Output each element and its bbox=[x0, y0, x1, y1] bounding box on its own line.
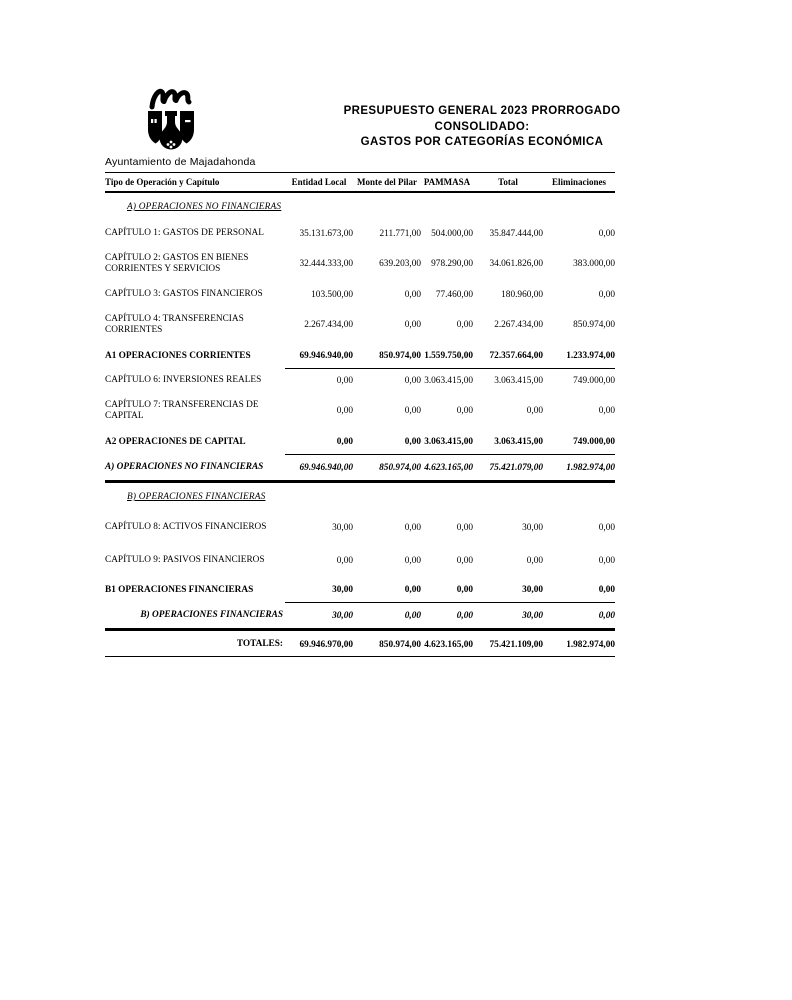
amount-cell: 0,00 bbox=[598, 228, 615, 239]
header-row bbox=[105, 173, 615, 193]
amount-cell: 0,00 bbox=[598, 406, 615, 416]
row-label: CAPÍTULO 2: GASTOS EN BIENES CORRIENTES Y SERVICIOS bbox=[105, 253, 249, 274]
amount-cell: 3.063.415,00 bbox=[473, 429, 543, 454]
amount-cell: 850.974,00 bbox=[353, 454, 421, 482]
amount-cell: 0,00 bbox=[336, 406, 353, 416]
amount-cell: 0,00 bbox=[404, 555, 421, 566]
amount-cell: 69.946.940,00 bbox=[285, 454, 353, 482]
amount-cell: 0,00 bbox=[526, 555, 543, 566]
amount-cell: 211.771,00 bbox=[379, 228, 421, 239]
table-header bbox=[105, 173, 615, 193]
amount-cell: 0,00 bbox=[353, 602, 421, 630]
row-label: CAPÍTULO 1: GASTOS DE PERSONAL bbox=[105, 228, 264, 238]
amount-cell: 2.267.434,00 bbox=[304, 320, 353, 330]
amount-cell: 34.061.826,00 bbox=[489, 259, 543, 269]
amount-cell: 749.000,00 bbox=[543, 429, 615, 454]
amount-cell: 32.444.333,00 bbox=[299, 259, 353, 269]
table-row bbox=[105, 544, 615, 577]
table-row bbox=[105, 630, 615, 657]
amount-cell: 0,00 bbox=[404, 320, 421, 330]
amount-cell: 3.063.415,00 bbox=[494, 375, 543, 386]
amount-cell: 0,00 bbox=[404, 406, 421, 416]
table-row bbox=[105, 393, 615, 429]
row-label: TOTALES: bbox=[105, 630, 285, 657]
amount-cell: 30,00 bbox=[473, 577, 543, 602]
organization-name: Ayuntamiento de Majadahonda bbox=[105, 156, 256, 168]
section-heading: B) OPERACIONES FINANCIERAS bbox=[127, 492, 266, 502]
page-title bbox=[298, 104, 666, 151]
budget-table bbox=[105, 172, 615, 657]
amount-cell: 77.460,00 bbox=[435, 289, 473, 300]
amount-cell: 0,00 bbox=[456, 406, 473, 416]
row-label: A2 OPERACIONES DE CAPITAL bbox=[105, 437, 246, 447]
amount-cell: 978.290,00 bbox=[431, 259, 473, 269]
table-row bbox=[105, 429, 615, 454]
amount-cell: 75.421.109,00 bbox=[473, 630, 543, 657]
amount-cell: 0,00 bbox=[404, 289, 421, 300]
budget-table-body bbox=[105, 192, 615, 657]
section-heading: A) OPERACIONES NO FINANCIERAS bbox=[127, 202, 282, 212]
amount-cell: 0,00 bbox=[404, 522, 421, 533]
row-label: A1 OPERACIONES CORRIENTES bbox=[105, 351, 251, 361]
amount-cell: 2.267.434,00 bbox=[494, 320, 543, 330]
amount-cell: 0,00 bbox=[456, 555, 473, 566]
amount-cell: 30,00 bbox=[285, 577, 353, 602]
amount-cell: 30,00 bbox=[522, 522, 543, 533]
amount-cell: 850.974,00 bbox=[353, 630, 421, 657]
amount-cell: 0,00 bbox=[404, 375, 421, 386]
amount-cell: 0,00 bbox=[598, 289, 615, 300]
amount-cell: 0,00 bbox=[336, 375, 353, 386]
table-row bbox=[105, 307, 615, 343]
column-header-total: Total bbox=[473, 173, 543, 193]
amount-cell: 30,00 bbox=[285, 602, 353, 630]
amount-cell: 0,00 bbox=[353, 429, 421, 454]
row-label: CAPÍTULO 7: TRANSFERENCIAS DE CAPITAL bbox=[105, 400, 259, 421]
amount-cell: 0,00 bbox=[456, 522, 473, 533]
amount-cell: 0,00 bbox=[421, 577, 473, 602]
amount-cell: 0,00 bbox=[285, 429, 353, 454]
amount-cell: 383.000,00 bbox=[573, 259, 615, 269]
amount-cell: 4.623.165,00 bbox=[421, 454, 473, 482]
row-label: B) OPERACIONES FINANCIERAS bbox=[105, 602, 285, 630]
row-label: A) OPERACIONES NO FINANCIERAS bbox=[105, 454, 285, 482]
amount-cell: 4.623.165,00 bbox=[421, 630, 473, 657]
row-label: CAPÍTULO 9: PASIVOS FINANCIEROS bbox=[105, 555, 265, 565]
amount-cell: 103.500,00 bbox=[311, 289, 353, 300]
title-line-2: CONSOLIDADO: bbox=[434, 120, 530, 133]
amount-cell: 504.000,00 bbox=[431, 228, 473, 239]
table-row bbox=[105, 221, 615, 246]
column-header-eliminaciones: Eliminaciones bbox=[543, 173, 615, 193]
amount-cell: 0,00 bbox=[598, 555, 615, 566]
amount-cell: 0,00 bbox=[336, 555, 353, 566]
row-label: B1 OPERACIONES FINANCIERAS bbox=[105, 585, 254, 595]
amount-cell: 0,00 bbox=[353, 577, 421, 602]
table-row bbox=[105, 511, 615, 544]
table-row bbox=[105, 343, 615, 368]
table-row bbox=[105, 602, 615, 630]
column-header-pammasa: PAMMASA bbox=[421, 173, 473, 193]
amount-cell: 1.982.974,00 bbox=[543, 630, 615, 657]
amount-cell: 0,00 bbox=[526, 406, 543, 416]
budget-table-container bbox=[105, 172, 615, 657]
column-header-monte-del-pilar: Monte del Pilar bbox=[353, 173, 421, 193]
column-header-tipo: Tipo de Operación y Capítulo bbox=[105, 173, 285, 193]
row-label: CAPÍTULO 6: INVERSIONES REALES bbox=[105, 375, 262, 385]
row-label: CAPÍTULO 3: GASTOS FINANCIEROS bbox=[105, 289, 263, 299]
amount-cell: 0,00 bbox=[598, 522, 615, 533]
amount-cell: 180.960,00 bbox=[501, 289, 543, 300]
amount-cell: 0,00 bbox=[543, 577, 615, 602]
coat-of-arms-icon bbox=[138, 86, 204, 156]
amount-cell: 35.847.444,00 bbox=[489, 228, 543, 239]
amount-cell: 69.946.940,00 bbox=[285, 343, 353, 368]
title-line-3: GASTOS POR CATEGORÍAS ECONÓMICA bbox=[360, 136, 604, 148]
table-row bbox=[105, 282, 615, 307]
section-heading-row bbox=[105, 482, 615, 512]
amount-cell: 75.421.079,00 bbox=[473, 454, 543, 482]
amount-cell: 850.974,00 bbox=[353, 343, 421, 368]
amount-cell: 749.000,00 bbox=[573, 375, 615, 386]
amount-cell: 72.357.664,00 bbox=[473, 343, 543, 368]
amount-cell: 3.063.415,00 bbox=[424, 375, 473, 386]
table-row bbox=[105, 454, 615, 482]
column-header-entidad-local: Entidad Local bbox=[285, 173, 353, 193]
majadahonda-logo bbox=[138, 86, 204, 156]
table-row bbox=[105, 577, 615, 602]
amount-cell: 1.982.974,00 bbox=[543, 454, 615, 482]
table-row bbox=[105, 368, 615, 393]
amount-cell: 1.559.750,00 bbox=[421, 343, 473, 368]
amount-cell: 639.203,00 bbox=[379, 259, 421, 269]
amount-cell: 850.974,00 bbox=[573, 320, 615, 330]
row-label: CAPÍTULO 4: TRANSFERENCIAS CORRIENTES bbox=[105, 314, 244, 335]
amount-cell: 35.131.673,00 bbox=[299, 228, 353, 239]
amount-cell: 0,00 bbox=[421, 602, 473, 630]
title-line-1: PRESUPUESTO GENERAL 2023 PRORROGADO bbox=[343, 105, 621, 117]
amount-cell: 0,00 bbox=[456, 320, 473, 330]
amount-cell: 3.063.415,00 bbox=[421, 429, 473, 454]
amount-cell: 69.946.970,00 bbox=[285, 630, 353, 657]
amount-cell: 0,00 bbox=[543, 602, 615, 630]
section-heading-row bbox=[105, 192, 615, 221]
amount-cell: 30,00 bbox=[473, 602, 543, 630]
row-label: CAPÍTULO 8: ACTIVOS FINANCIEROS bbox=[105, 522, 267, 532]
amount-cell: 30,00 bbox=[332, 522, 353, 533]
amount-cell: 1.233.974,00 bbox=[543, 343, 615, 368]
table-row bbox=[105, 246, 615, 282]
